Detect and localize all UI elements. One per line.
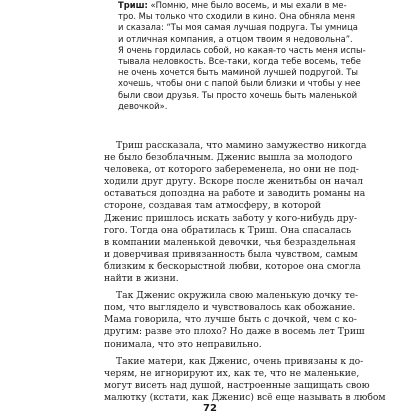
page-number: 72 [203, 403, 217, 414]
quote-line: тро. Мы только что сходили в кино. Она обняла меня [118, 11, 356, 22]
text-line: могут висеть над душой, настроенные защищать свою [104, 379, 370, 391]
body-text [104, 140, 386, 404]
quote-line: хочешь, чтобы они с папой были близки и чтобы у нее [118, 78, 361, 89]
text-line: понимала, что это неправильно. [104, 338, 262, 350]
quote-line: Триш: «Помню, мне было восемь, и мы ехали в ме- [118, 0, 347, 10]
text-line: Триш рассказала, что мамино замужество никогда [116, 140, 367, 151]
text-line: человека, от которого забеременела, но они не под- [104, 164, 359, 176]
text-line: Так Дженис окружила свою маленькую дочку те- [116, 290, 359, 302]
text-line: пом, что выглядело и чувствовалось как обожание. [104, 302, 356, 314]
text-line: не было безоблачным. Дженис вышла за молодого [104, 152, 353, 164]
text-line: и доверчивая привязанность была чувством, самым [104, 248, 358, 260]
quote-line: девочкой». [118, 100, 168, 111]
text-line: ходили друг другу. Вскоре после женитьбы он начал [104, 176, 364, 188]
text-line: малютку (кстати, как Дженис) всё еще называть в любом [104, 391, 386, 403]
quote-line: Я очень гордилась собой, но какая-то часть меня испы- [118, 44, 366, 55]
text-line: Мама говорила, что лучше быть с дочкой, чем с ко- [104, 314, 357, 326]
text-line: близким к бескорыстной любви, которое она смогла [104, 260, 361, 272]
text-line: в компании маленькой девочки, чья безраздельная [104, 236, 356, 248]
quote-speaker: Триш: [118, 0, 148, 10]
paragraph-2 [104, 290, 365, 350]
text-line: другим: разве это плохо? Но даже в восемь лет Триш [104, 326, 365, 338]
text-line: стороне, создавая там атмосферу, в которой [104, 200, 322, 212]
quote-line: и сказала: “Ты моя самая лучшая подруга. Ты умница [118, 22, 358, 33]
text-line: найти в жизни. [104, 273, 179, 285]
paragraph-1 [104, 140, 367, 285]
text-line: оставаться допоздна на работе и заводить романы на [104, 188, 366, 200]
quote-line: были свои друзья. Ты просто хочешь быть маленькой [118, 89, 358, 100]
quote-line: и отличная компания, а отцом твоим я недовольна”. [118, 33, 353, 44]
quote-block [118, 0, 366, 112]
quote-line: тывала неловкость. Все-таки, когда тебе восемь, тебе [118, 56, 361, 67]
paragraph-3 [104, 355, 386, 404]
quote-line: не очень хочется быть маминой лучшей подругой. Ты [118, 67, 358, 78]
text-line: гого. Тогда она обратилась к Триш. Она спасалась [104, 224, 352, 236]
text-line: Дженис пришлось искать заботу у кого-нибудь дру- [104, 212, 358, 224]
text-line: Такие матери, как Дженис, очень привязаны к до- [116, 355, 364, 367]
text-line: черям, не игнорируют их, как те, что не маленькие, [104, 367, 360, 379]
